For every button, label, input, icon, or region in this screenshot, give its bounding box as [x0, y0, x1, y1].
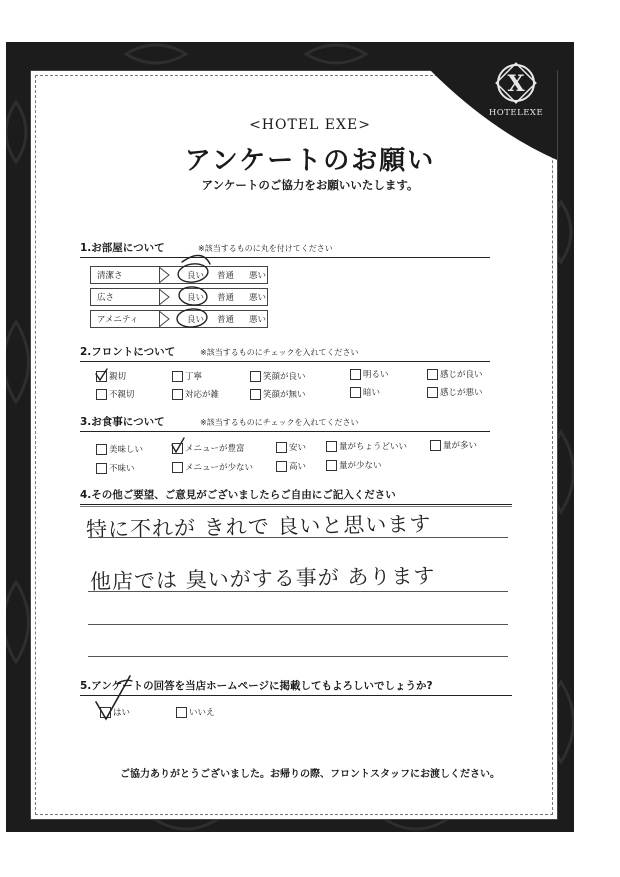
- option-average[interactable]: 普通: [217, 315, 235, 325]
- option-bad[interactable]: 悪い: [249, 293, 267, 303]
- thanks-message: ご協力ありがとうございました。お帰りの際、フロントスタッフにお渡しください。: [120, 769, 500, 780]
- hotel-name: <HOTEL EXE>: [249, 117, 371, 133]
- option-average[interactable]: 普通: [217, 271, 235, 281]
- option-bad[interactable]: 悪い: [249, 315, 267, 325]
- rating-label: 広さ: [97, 293, 115, 303]
- section-note: ※該当するものに丸を付けてください: [198, 244, 333, 253]
- selection-circle-icon: [177, 262, 209, 284]
- checkmark-icon: [96, 369, 107, 380]
- rating-label: アメニティ: [97, 315, 139, 325]
- page-title: アンケートのお願い: [184, 146, 436, 176]
- comment-line-1[interactable]: 特に不れが きれで 良いと思います: [85, 511, 432, 542]
- option-average[interactable]: 普通: [217, 293, 235, 303]
- selection-circle-icon: [178, 286, 208, 307]
- section-note: ※該当するものにチェックを入れてください: [200, 348, 359, 357]
- checkmark-icon: [172, 438, 184, 452]
- option-good[interactable]: 良い: [187, 271, 205, 281]
- section-note: ※該当するものにチェックを入れてください: [200, 418, 359, 427]
- rating-label: 清潔さ: [97, 271, 123, 281]
- section-title: 4.その他ご要望、ご意見がございましたらご自由にご記入ください: [80, 489, 396, 501]
- page-subtitle: アンケートのご協力をお願いいたします。: [201, 178, 419, 192]
- comment-line-2[interactable]: 他店では 臭いがする事が あります: [89, 563, 436, 594]
- option-good[interactable]: 良い: [187, 293, 205, 303]
- option-good[interactable]: 良い: [187, 315, 205, 325]
- checkmark-icon: [96, 676, 130, 719]
- logo-text: HOTELEXE: [488, 108, 544, 118]
- section-title: 3.お食事について: [80, 416, 165, 428]
- section-title: 1.お部屋について: [80, 242, 165, 254]
- selection-circle-icon: [176, 308, 207, 329]
- svg-text:X: X: [507, 71, 525, 97]
- section-title: 5.アンケートの回答を当店ホームページに掲載してもよろしいでしょうか?: [80, 680, 433, 692]
- option-bad[interactable]: 悪い: [249, 271, 267, 281]
- section-title: 2.フロントについて: [80, 346, 176, 358]
